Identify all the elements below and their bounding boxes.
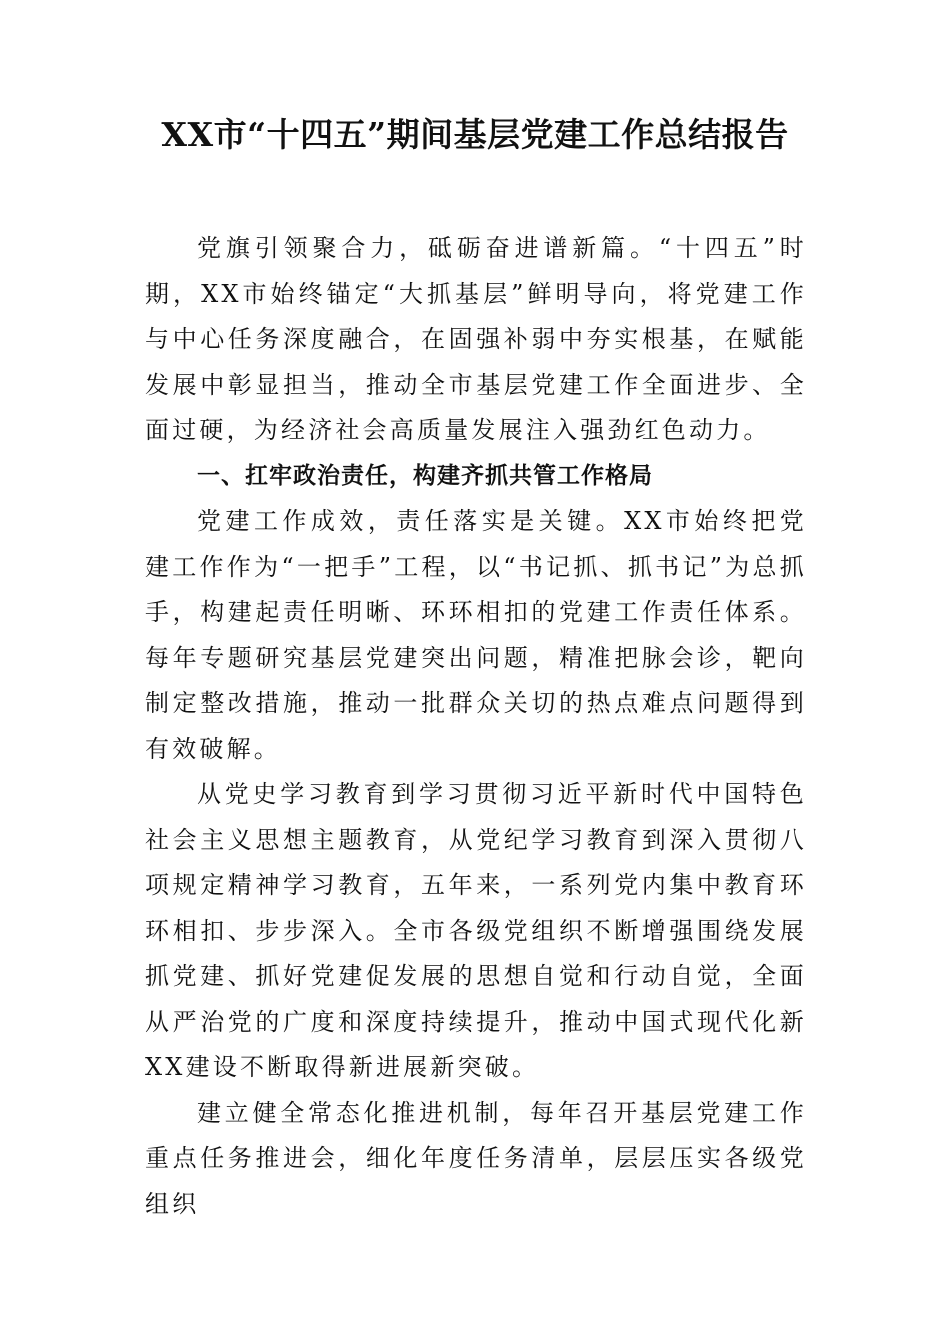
section-heading: 一、扛牢政治责任，构建齐抓共管工作格局 [197,462,653,489]
body-paragraph: 党建工作成效，责任落实是关键。XX市始终把党建工作作为“一把手”工程，以“书记抓、抓书记”为总抓手，构建起责任明晰、环环相扣的党建工作责任体系。每年专题研究基层党建突出问题，精准把脉会诊，靶向制定整改措施，推动一批群众关切的热点难点问题得到有效破解。 [145,507,807,763]
body-paragraph: 从党史学习教育到学习贯彻习近平新时代中国特色社会主义思想主题教育，从党纪学习教育到深入贯彻八项规定精神学习教育，五年来，一系列党内集中教育环环相扣、步步深入。全市各级党组织不断增强围绕发展抓党建、抓好党建促发展的思想自觉和行动自觉，全面从严治党的广度和深度持续提升，推动中国式现代化新XX建设不断取得新进展新突破。 [145,780,807,1081]
document-title: XX市“十四五”期间基层党建工作总结报告 [161,115,789,154]
intro-paragraph: 党旗引领聚合力，砥砺奋进谱新篇。“十四五”时期，XX市始终锚定“大抓基层”鲜明导向，将党建工作与中心任务深度融合，在固强补弱中夯实根基，在赋能发展中彰显担当，推动全市基层党建工作全面进步、全面过硬，为经济社会高质量发展注入强劲红色动力。 [145,234,807,444]
document-body [145,226,807,1227]
body-paragraph: 建立健全常态化推进机制，每年召开基层党建工作重点任务推进会，细化年度任务清单，层层压实各级党组织 [145,1098,807,1218]
